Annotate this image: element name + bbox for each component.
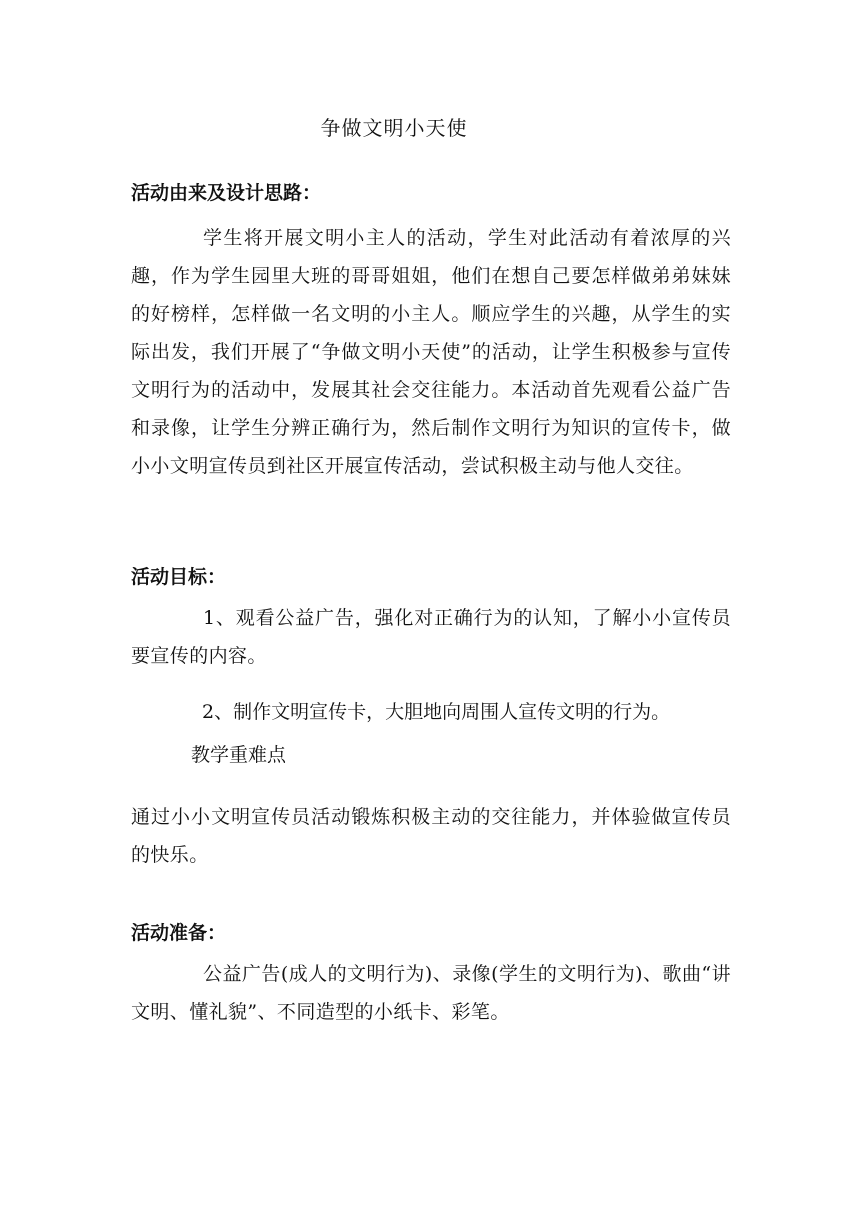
section-heading-origin: 活动由来及设计思路： bbox=[131, 182, 322, 204]
origin-paragraph: 学生将开展文明小主人的活动，学生对此活动有着浓厚的兴趣，作为学生园里大班的哥哥姐姐，他们在想自己要怎样做弟弟妹妹的好榜样，怎样做一名文明的小主人。顺应学生的兴趣，从学生的实际出发，我们开展了“争做文明小天使”的活动，让学生积极参与宣传文明行为的活动中，发展其社会交往能力。本活动首先观看公益广告和录像，让学生分辨正确行为，然后制作文明行为知识的宣传卡，做小小文明宣传员到社区开展宣传活动，尝试积极主动与他人交往。 bbox=[131, 227, 731, 477]
key-points-paragraph: 通过小小文明宣传员活动锻炼积极主动的交往能力，并体验做宣传员的快乐。 bbox=[131, 806, 731, 866]
goal-item-2: 2、制作文明宣传卡，大胆地向周围人宣传文明的行为。 bbox=[202, 701, 671, 723]
document-title: 争做文明小天使 bbox=[320, 116, 468, 140]
section-heading-preparation: 活动准备： bbox=[131, 922, 227, 944]
preparation-paragraph: 公益广告(成人的文明行为)、录像(学生的文明行为)、歌曲“讲文明、懂礼貌”、不同造型的小纸卡、彩笔。 bbox=[131, 963, 731, 1023]
goal-item-1: 1、观看公益广告，强化对正确行为的认知，了解小小宣传员要宣传的内容。 bbox=[131, 607, 731, 667]
section-heading-goals: 活动目标： bbox=[131, 566, 227, 588]
key-points-subheading: 教学重难点 bbox=[191, 744, 287, 766]
